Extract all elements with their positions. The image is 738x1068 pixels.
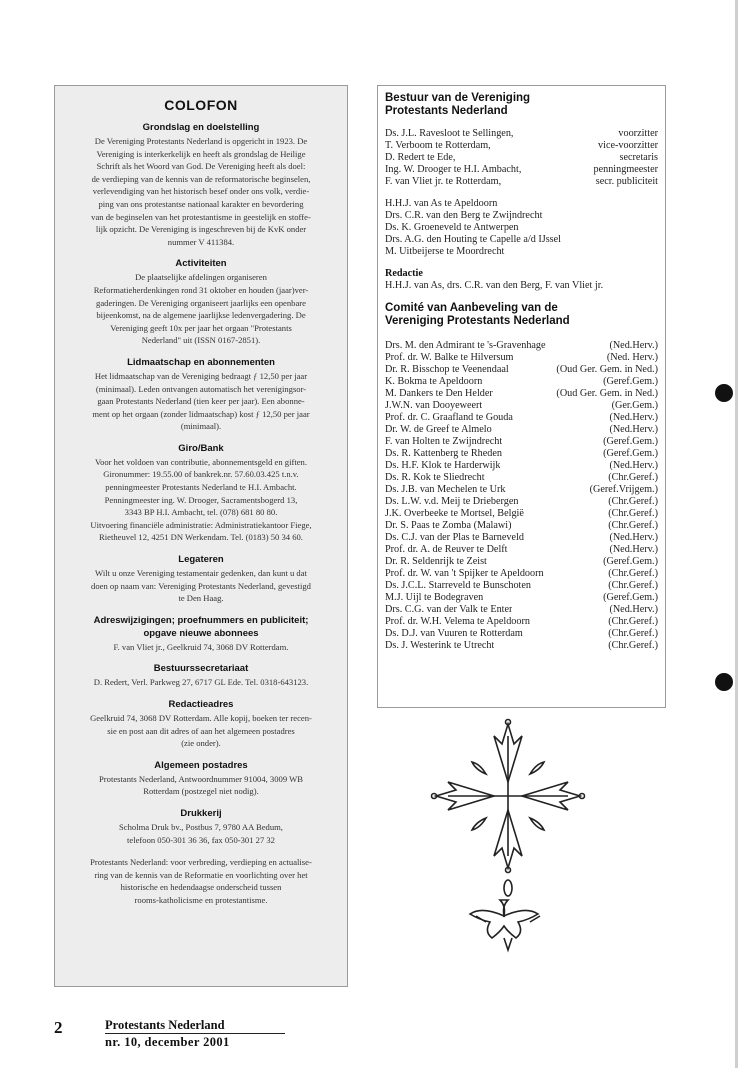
colofon-section-heading: Bestuurssecretariaat	[153, 663, 249, 675]
comite-heading-line1: Comité van Aanbeveling van de	[385, 302, 558, 314]
colofon-line: (minimaal).	[180, 421, 222, 432]
colofon-section-heading: Algemeen postadres	[154, 759, 248, 771]
colofon-line: Rotterdam (postzegel niet nodig).	[143, 786, 259, 797]
colofon-title: COLOFON	[164, 97, 238, 113]
comite-member-name: Dr. S. Paas te Zomba (Malawi)	[385, 520, 512, 531]
colofon-line: De plaatselijke afdelingen organiseren	[135, 272, 267, 283]
officer-name: T. Verboom te Rotterdam,	[385, 140, 491, 151]
colofon-line: de verdieping van de kennis van de reformatorische beginselen,	[91, 173, 311, 184]
comite-member-church: (Ned.Herv.)	[609, 604, 658, 615]
colofon-line: verlevendiging van het historisch besef onder ons volk, verdie-	[92, 186, 310, 197]
colofon-line: (minimaal). Leden ontvangen automatisch het verenigingsor-	[95, 383, 307, 394]
comite-member-church: (Chr.Geref.)	[608, 472, 658, 483]
colofon-section-body	[63, 271, 339, 347]
bestuur-heading-line2: Protestants Nederland	[385, 105, 508, 117]
colofon-line: Reformatieherdenkingen rond 31 oktober en houden (jaar)ver-	[93, 284, 309, 295]
colofon-section	[63, 760, 339, 798]
colofon-section-heading: Legateren	[178, 554, 224, 566]
colofon-line: sie en post aan dit adres of aan het algemeen postadres	[107, 725, 295, 736]
colofon-line: De Vereniging Protestants Nederland is opgericht in 1923. De	[94, 136, 308, 146]
colofon-line: Wilt u onze Vereniging testamentair gedenken, dan kunt u dat	[95, 568, 307, 579]
colofon-line: D. Redert, Verl. Parkweg 27, 6717 GL Ede. Tel. 0318-643123.	[93, 677, 309, 688]
board-box	[377, 85, 666, 708]
comite-member-church: (Geref.Gem.)	[603, 376, 658, 387]
colofon-line: 3343 BP H.I. Ambacht, tel. (078) 681 80 80.	[124, 507, 278, 518]
comite-member-row	[385, 472, 658, 484]
comite-member-name: Ds. D.J. van Vuuren te Rotterdam	[385, 628, 523, 639]
officer-name: D. Redert te Ede,	[385, 152, 456, 163]
colofon-footer-line: historische en hedendaagse onderscheid tussen	[120, 882, 282, 893]
colofon-footer	[63, 856, 339, 906]
officer-row	[385, 152, 658, 164]
colofon-section-heading: Lidmaatschap en abonnementen	[127, 356, 275, 368]
comite-member-church: (Ned.Herv.)	[609, 424, 658, 435]
officer-role: voorzitter	[618, 128, 658, 139]
comite-member-church: (Oud Ger. Gem. in Ned.)	[556, 388, 658, 399]
colofon-line: lijk opzicht. De Vereniging is ingeschreven bij de KvK onder	[95, 224, 307, 235]
officer-row	[385, 140, 658, 152]
comite-member-row	[385, 424, 658, 436]
officer-name: Ing. W. Drooger te H.I. Ambacht,	[385, 164, 522, 175]
comite-member-name: J.K. Overbeeke te Mortsel, België	[385, 508, 524, 519]
comite-member-row	[385, 412, 658, 424]
colofon-section-body	[63, 370, 339, 433]
comite-member-row	[385, 544, 658, 556]
comite-member-row	[385, 592, 658, 604]
comite-member-church: (Chr.Geref.)	[608, 568, 658, 579]
colofon-section-body	[63, 456, 339, 544]
issue-label: nr. 10, december 2001	[105, 1035, 230, 1049]
page-number: 2	[54, 1018, 63, 1037]
colofon-line: Protestants Nederland, Antwoordnummer 91004, 3009 WB	[99, 773, 303, 784]
comite-member-name: M. Dankers te Den Helder	[385, 388, 493, 399]
comite-member-row	[385, 628, 658, 640]
colofon-line: penningmeester Protestants Nederland te H.I. Ambacht.	[105, 482, 297, 493]
comite-heading	[385, 302, 658, 328]
board-member: Drs. C.R. van den Berg te Zwijndrecht	[385, 210, 543, 221]
colofon-section-body	[63, 712, 339, 750]
comite-member-row	[385, 640, 658, 652]
comite-member-church: (Geref.Gem.)	[603, 556, 658, 567]
comite-member-church: (Ned.Herv.)	[609, 460, 658, 471]
comite-member-row	[385, 352, 658, 364]
comite-member-name: Ds. R. Kok te Sliedrecht	[385, 472, 485, 483]
officer-list	[385, 128, 658, 188]
colofon-line: te Den Haag.	[178, 593, 224, 604]
colofon-line: Vereniging is interkerkelijk en heeft als grondslag de Heilige	[96, 148, 306, 159]
colofon-line: Voor het voldoen van contributie, abonnementsgeld en giften.	[94, 456, 307, 467]
colofon-section-heading: Grondslag en doelstelling	[142, 122, 260, 133]
comite-member-name: Prof. dr. A. de Reuver te Delft	[385, 544, 508, 555]
colofon-line: doen op naam van: Vereniging Protestants Nederland, gevestigd	[91, 580, 311, 591]
colofon-section-heading: Giro/Bank	[178, 442, 224, 454]
colofon-section	[63, 443, 339, 544]
comite-member-row	[385, 340, 658, 352]
comite-member-church: (Chr.Geref.)	[608, 520, 658, 531]
bestuur-heading	[385, 92, 658, 118]
officer-name: Ds. J.L. Ravesloot te Sellingen,	[385, 128, 514, 139]
comite-member-church: (Oud Ger. Gem. in Ned.)	[556, 364, 658, 375]
comite-member-church: (Ned.Herv.)	[609, 544, 658, 555]
punch-hole-top	[715, 384, 733, 402]
colofon-line: nummer V 411384.	[167, 236, 235, 247]
colofon-section	[63, 663, 339, 689]
officer-role: penningmeester	[593, 164, 658, 175]
comite-member-row	[385, 436, 658, 448]
officer-row	[385, 164, 658, 176]
colofon-line: Scholma Druk bv., Postbus 7, 9780 AA Bedum,	[119, 821, 283, 832]
comite-member-row	[385, 616, 658, 628]
colofon-footer-line: Protestants Nederland: voor verbreding, verdieping en actualise-	[90, 857, 312, 868]
comite-member-name: M.J. Uijl te Bodegraven	[385, 592, 484, 603]
colofon-section-body	[63, 641, 339, 654]
colofon-line: Het lidmaatschap van de Vereniging bedraagt ƒ 12,50 per jaar	[94, 370, 308, 381]
colofon-line: Geelkruid 74, 3068 DV Rotterdam. Alle kopij, boeken ter recen-	[90, 713, 312, 723]
colofon-box	[54, 85, 348, 987]
colofon-section-body	[63, 773, 339, 798]
colofon-line: Gironummer: 19.55.00 of bankrek.nr. 57.60.03.425 t.n.v.	[103, 469, 299, 480]
colofon-section	[63, 258, 339, 347]
comite-member-church: (Ned.Herv.)	[609, 532, 658, 543]
officer-role: secretaris	[619, 152, 658, 163]
comite-member-name: Drs. M. den Admirant te 's-Gravenhage	[385, 340, 546, 351]
comite-member-row	[385, 496, 658, 508]
colofon-section-heading: Redactieadres	[168, 699, 234, 710]
colofon-sections	[63, 122, 339, 846]
colofon-section-heading: Drukkerij	[180, 807, 222, 819]
comite-member-name: Drs. C.G. van der Valk te Enter	[385, 604, 513, 615]
colofon-section-heading-2: opgave nieuwe abonnees	[143, 627, 259, 639]
colofon-section	[63, 122, 339, 248]
comite-member-name: K. Bokma te Apeldoorn	[385, 376, 483, 387]
publication-title: Protestants Nederland	[105, 1018, 285, 1034]
bestuur-heading-line1: Bestuur van de Vereniging	[385, 92, 531, 104]
comite-member-church: (Ned. Herv.)	[606, 352, 658, 363]
colofon-footer-line: rooms-katholicisme en protestantisme.	[134, 894, 268, 905]
comite-member-church: (Geref.Gem.)	[603, 448, 658, 459]
officer-role: vice-voorzitter	[598, 140, 658, 151]
comite-list	[385, 340, 658, 652]
board-member: M. Uitbeijerse te Moordrecht	[385, 246, 505, 257]
comite-member-row	[385, 556, 658, 568]
comite-member-name: Dr. R. Seldenrijk te Zeist	[385, 556, 487, 567]
comite-member-church: (Chr.Geref.)	[608, 580, 658, 591]
comite-member-row	[385, 388, 658, 400]
comite-member-name: Ds. C.J. van der Plas te Barneveld	[385, 532, 524, 543]
officer-row	[385, 176, 658, 188]
colofon-line: Vereniging geeft 10x per jaar het orgaan "Protestants	[110, 322, 292, 333]
comite-member-name: Ds. J.B. van Mechelen te Urk	[385, 484, 506, 495]
comite-member-name: Ds. H.F. Klok te Harderwijk	[385, 460, 501, 471]
colofon-line: F. van Vliet jr., Geelkruid 74, 3068 DV Rotterdam.	[113, 641, 289, 652]
comite-member-church: (Chr.Geref.)	[608, 496, 658, 507]
colofon-line: ping van ons protestantse nationaal karakter en bevordering	[98, 198, 304, 209]
comite-member-name: Dr. R. Bisschop te Veenendaal	[385, 364, 509, 375]
comite-member-church: (Ger.Gem.)	[611, 400, 658, 411]
comite-member-name: Prof. dr. W. van 't Spijker te Apeldoorn	[385, 568, 544, 579]
colofon-line: Penningmeester ing. W. Drooger, Sacramentsbogerd 13,	[104, 494, 298, 505]
comite-member-row	[385, 460, 658, 472]
comite-member-church: (Chr.Geref.)	[608, 628, 658, 639]
comite-member-church: (Geref.Vrijgem.)	[589, 484, 658, 495]
comite-member-church: (Geref.Gem.)	[603, 436, 658, 447]
comite-member-name: J.W.N. van Dooyeweert	[385, 400, 483, 411]
colofon-line: Rietheuvel 12, 4251 DN Werkendam. Tel. (0183) 50 34 60.	[99, 532, 303, 543]
huguenot-cross-icon	[428, 716, 588, 956]
redactie-heading: Redactie	[385, 268, 423, 279]
colofon-section-body	[63, 676, 339, 689]
comite-member-church: (Geref.Gem.)	[603, 592, 658, 603]
comite-member-name: Dr. W. de Greef te Almelo	[385, 424, 492, 435]
comite-member-name: Prof. dr. W.H. Velema te Apeldoorn	[385, 616, 530, 627]
comite-member-row	[385, 604, 658, 616]
comite-member-church: (Ned.Herv.)	[609, 340, 658, 351]
colofon-section-body	[63, 567, 339, 605]
colofon-line: bijeenkomst, na de algemene jaarlijkse ledenvergadering. De	[96, 310, 306, 321]
board-member: Ds. K. Groeneveld te Antwerpen	[385, 222, 519, 233]
comite-member-row	[385, 568, 658, 580]
officer-role: secr. publiciteit	[595, 176, 658, 187]
officer-row	[385, 128, 658, 140]
board-member: Drs. A.G. den Houting te Capelle a/d IJssel	[385, 234, 561, 245]
colofon-section-heading: Adreswijzigingen; proefnummers en publiciteit;	[93, 614, 309, 626]
comite-member-row	[385, 376, 658, 388]
colofon-line: Nederland" uit (ISSN 0167-2851).	[141, 335, 261, 346]
comite-member-name: F. van Holten te Zwijndrecht	[385, 436, 503, 447]
comite-member-row	[385, 484, 658, 496]
comite-member-church: (Ned.Herv.)	[609, 412, 658, 423]
colofon-line: ment op het orgaan (zonder lidmaatschap) kost ƒ 12,50 per jaar	[92, 408, 310, 419]
board-member: H.H.J. van As te Apeldoorn	[385, 198, 498, 209]
colofon-section	[63, 699, 339, 750]
comite-member-name: Ds. L.W. v.d. Meij te Driebergen	[385, 496, 519, 507]
comite-member-church: (Chr.Geref.)	[608, 640, 658, 651]
colofon-line: Schrift als het Woord van God. De Vereniging heeft als doel:	[96, 161, 306, 172]
colofon-line: gaderingen. De Vereniging organiseert jaarlijks een openbare	[96, 297, 306, 308]
officer-name: F. van Vliet jr. te Rotterdam,	[385, 176, 502, 187]
comite-member-name: Ds. R. Kattenberg te Rheden	[385, 448, 502, 459]
comite-member-row	[385, 508, 658, 520]
comite-member-row	[385, 400, 658, 412]
comite-member-name: Ds. J.C.L. Starreveld te Bunschoten	[385, 580, 531, 591]
redactie-text: H.H.J. van As, drs. C.R. van den Berg, F. van Vliet jr.	[385, 280, 604, 291]
board-member-list	[385, 198, 658, 258]
comite-member-name: Prof. dr. C. Graafland te Gouda	[385, 412, 513, 423]
comite-member-row	[385, 364, 658, 376]
colofon-section-body	[63, 821, 339, 846]
colofon-line: telefoon 050-301 36 36, fax 050-301 27 32	[127, 834, 275, 845]
comite-member-row	[385, 532, 658, 544]
colofon-section	[63, 808, 339, 846]
colofon-line: Uitvoering financiële administratie: Administratiekantoor Fiege,	[90, 519, 312, 530]
colofon-section	[63, 615, 339, 654]
colofon-line: (zie onder).	[181, 738, 221, 749]
comite-member-church: (Chr.Geref.)	[608, 508, 658, 519]
colofon-section-heading: Activiteiten	[175, 258, 227, 270]
colofon-section	[63, 357, 339, 433]
punch-hole-bottom	[715, 673, 733, 691]
colofon-section	[63, 554, 339, 605]
comite-member-church: (Chr.Geref.)	[608, 616, 658, 627]
comite-member-row	[385, 448, 658, 460]
comite-heading-line2: Vereniging Protestants Nederland	[385, 315, 570, 327]
comite-member-row	[385, 580, 658, 592]
comite-member-name: Prof. dr. W. Balke te Hilversum	[385, 352, 514, 363]
colofon-footer-line: ring van de kennis van de Reformatie en voorlichting over het	[94, 869, 308, 880]
colofon-section-body	[63, 135, 339, 248]
colofon-line: van de beginselen van het protestantisme in geestelijk en stoffe-	[91, 211, 311, 222]
comite-member-row	[385, 520, 658, 532]
comite-member-name: Ds. J. Westerink te Utrecht	[385, 640, 495, 651]
colofon-line: gaan Protestants Nederland (tien keer per jaar). Een abonne-	[97, 396, 305, 407]
